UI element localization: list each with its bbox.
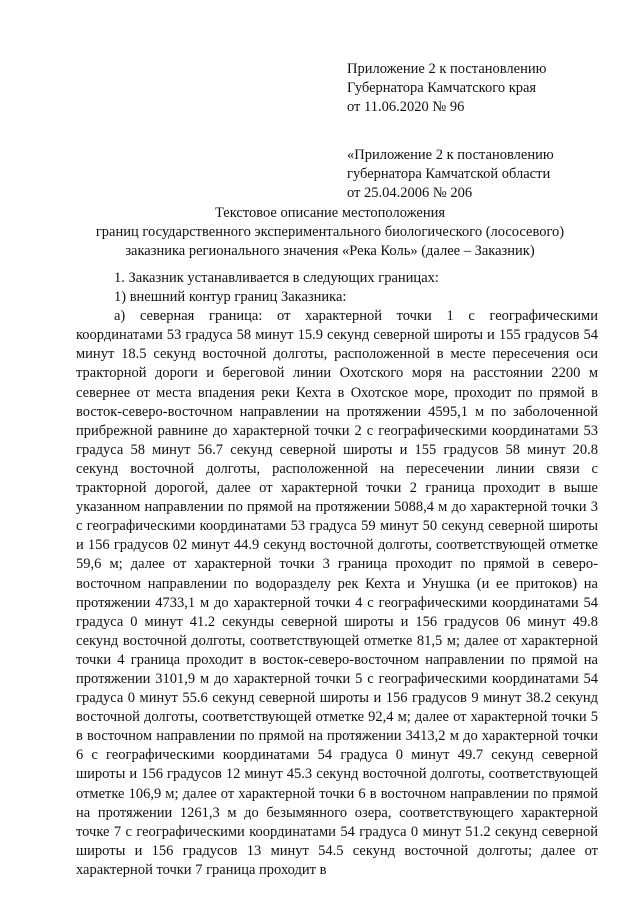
title-line: Текстовое описание местоположения <box>214 205 446 221</box>
document-body <box>76 269 598 880</box>
body-paragraph: а) северная граница: от характерной точки 1 с географическими координатами 53 градуса 58 минут 15.9 секунд северной широты и 155 градусов 54 минут 18.5 секунд восточной долготы, расположенной в месте пересечения оси тракторной дороги и береговой линии Охотского моря на расстоянии 2200 м севернее от места впадения реки Кехта в Охотское море, проходит по прямой в восток-северо-восточном направлении на протяжении 4595,1 м по заболоченной прибрежной равнине до характерной точки 2 с географическими координатами 53 градуса 58 минут 56.7 секунд северной широты и 155 градусов 58 минут 20.8 секунд восточной долготы, расположенной на пересечении линии связи с тракторной дорогой, далее от характерной точки 2 граница проходит в выше указанном направлении по прямой на протяжении 5088,4 м до характерной точки 3 с географическими координатами 53 градуса 59 минут 50 секунд северной широты и 156 градусов 02 минут 44.9 секунд восточной долготы, соответствующей отметке 59,6 м; далее от характерной точки 3 граница проходит по прямой в северо-восточном направлении по водоразделу рек Кехта и Унушка (и ее притоков) на протяжении 4733,1 м до характерной точки 4 с географическими координатами 54 градуса 0 минут 41.2 секунды северной широты и 156 градусов 06 минут 49.8 секунд восточной долготы, соответствующей отметке 81,5 м; далее от характерной точки 4 граница проходит в восток-северо-восточном направлении по прямой на протяжении 3101,9 м до характерной точки 5 с географическими координатами 54 градуса 0 минут 55.6 секунд северной широты и 156 градусов 9 минут 38.2 секунд восточной долготы, соответствующей отметке 92,4 м; далее от характерной точки 5 в восточном направлении по прямой на протяжении 3413,2 м до характерной точки 6 с географическими координатами 54 градуса 0 минут 49.7 секунд северной широты и 156 градусов 12 минут 45.3 секунд восточной долготы, соответствующей отметке 106,9 м; далее от характерной точки 6 в восточном направлении по прямой на протяжении 1261,3 м до безымянного озера, соответствующего характерной точке 7 с географическими координатами 54 градуса 0 минут 51.2 секунд северной широты и 156 градусов 13 минут 54.5 секунд восточной долготы; далее от характерной точки 7 граница проходит в <box>76 308 598 878</box>
appendix-date-line: от 11.06.2020 № 96 <box>347 99 465 115</box>
quoted-appendix-line: «Приложение 2 к постановлению <box>347 147 554 163</box>
appendix-header <box>347 60 632 203</box>
title-line: границ государственного экспериментального биологического (лососевого) <box>95 224 565 240</box>
header-spacer <box>347 117 632 146</box>
quoted-appendix-date-line: от 25.04.2006 № 206 <box>347 185 473 201</box>
appendix-line: Губернатора Камчатского края <box>347 80 537 96</box>
document-title <box>60 204 600 261</box>
body-paragraph: 1) внешний контур границ Заказника: <box>114 289 347 306</box>
body-paragraph: 1. Заказник устанавливается в следующих границах: <box>114 270 439 286</box>
appendix-line: Приложение 2 к постановлению <box>347 61 547 77</box>
title-line: заказника регионального значения «Река Коль» (далее – Заказник) <box>125 243 535 259</box>
quoted-appendix-line: губернатора Камчатской области <box>347 166 551 182</box>
